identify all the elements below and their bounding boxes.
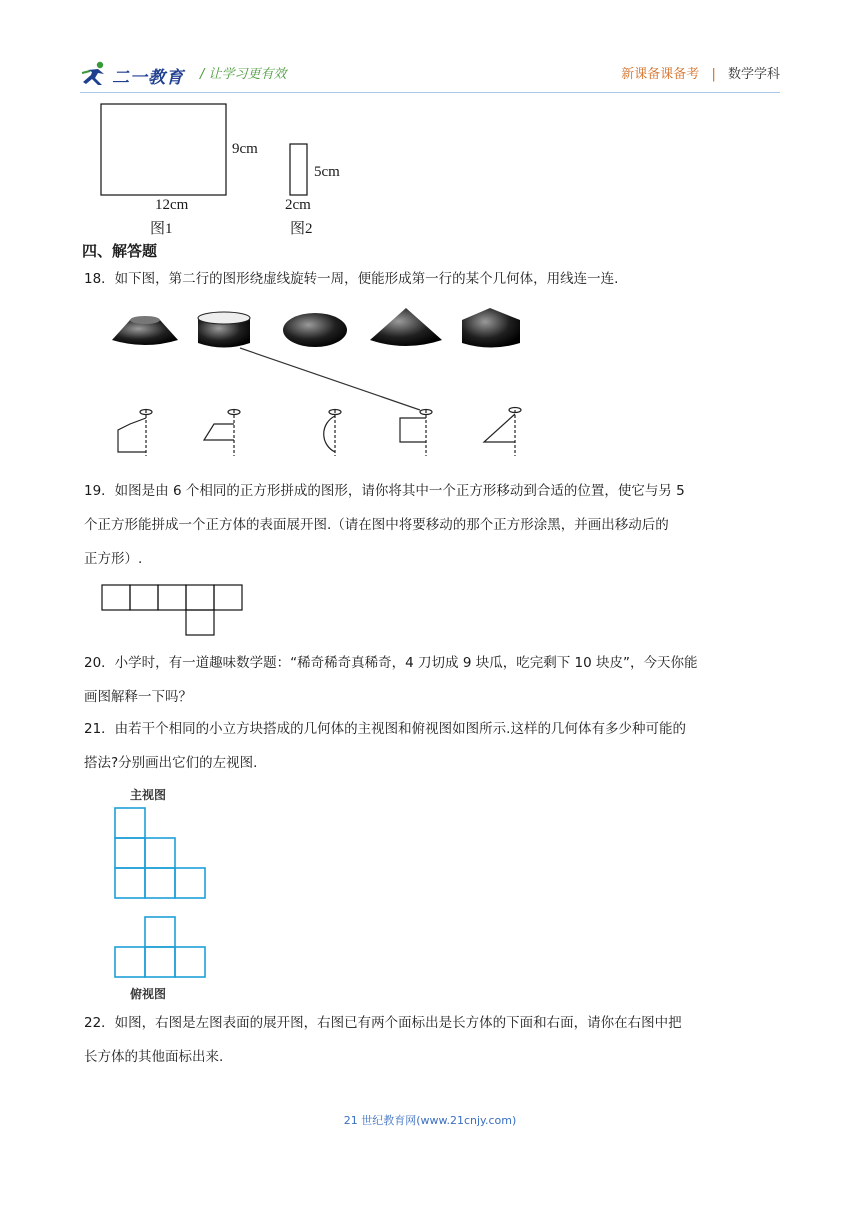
section-title: 四、解答题: [82, 242, 158, 260]
shape-2: [204, 410, 240, 457]
shape-5: [484, 408, 521, 457]
connecting-line: [240, 348, 420, 410]
q22-line2: 长方体的其他面标出来.: [84, 1049, 224, 1065]
q19-line2: 个正方形能拼成一个正方体的表面展开图.（请在图中将要移动的那个正方形涂黑，并画出移动后的: [84, 517, 669, 533]
cylinder-cone-solid: [462, 308, 520, 348]
cone-solid: [370, 308, 442, 346]
header-separator: |: [711, 67, 716, 82]
page-header: [80, 56, 780, 92]
q19-line3: 正方形）.: [84, 551, 143, 567]
fig2-width-label: 2cm: [285, 197, 311, 213]
shape-3: [324, 410, 341, 457]
header-tag: 新课备课备考: [621, 67, 700, 82]
net-square-6: [186, 610, 214, 635]
net-square-5: [214, 585, 242, 610]
top-view-grid: [115, 917, 205, 977]
shape-4: [400, 410, 432, 457]
net-square-4: [186, 585, 214, 610]
fig2-caption: 图2: [290, 221, 313, 237]
net-square-3: [158, 585, 186, 610]
header-right: [621, 63, 780, 82]
net-square-2: [130, 585, 158, 610]
shape-1: [118, 410, 152, 457]
frustum-solid: [112, 320, 178, 345]
front-view-label: 主视图: [130, 788, 167, 802]
fig1-rectangle: [101, 104, 226, 195]
fig2-rectangle: [290, 144, 307, 195]
q21-line1: 21．由若干个相同的小立方块搭成的几何体的主视图和俯视图如图所示.这样的几何体有多少种可能的: [84, 721, 686, 737]
top-view-label: 俯视图: [130, 987, 167, 1001]
fig1-height-label: 9cm: [232, 141, 258, 157]
fig2-height-label: 5cm: [314, 164, 340, 180]
logo-text: 二一教育: [112, 68, 184, 88]
q22-line1: 22．如图，右图是左图表面的展开图，右图已有两个面标出是长方体的下面和右面，请你在右图中把: [84, 1015, 682, 1031]
page-footer: 21 世纪教育网(www.21cnjy.com): [343, 1114, 517, 1127]
fig1-caption: 图1: [150, 221, 173, 237]
q19-line1: 19．如图是由 6 个相同的正方形拼成的图形，请你将其中一个正方形移动到合适的位置，使它与另 5: [84, 483, 685, 499]
slogan: / 让学习更有效: [200, 67, 287, 82]
q20-line2: 画图解释一下吗？: [84, 689, 192, 705]
front-view-grid: [115, 808, 205, 898]
runner-logo-icon: [80, 60, 110, 86]
net-square-1: [102, 585, 130, 610]
logo: [80, 60, 188, 86]
header-subject: 数学学科: [727, 67, 780, 82]
header-divider: [80, 92, 780, 93]
fig1-width-label: 12cm: [155, 197, 189, 213]
cylinder-solid: [198, 318, 250, 348]
sphere-solid: [283, 313, 347, 347]
q20-line1: 20．小学时，有一道趣味数学题：“稀奇稀奇真稀奇，4 刀切成 9 块瓜，吃完剩下 10 块皮”，今天你能: [84, 655, 698, 671]
q18-text: 18．如下图，第二行的图形绕虚线旋转一周，便能形成第一行的某个几何体，用线连一连.: [84, 271, 619, 287]
q21-line2: 搭法?分别画出它们的左视图.: [84, 755, 258, 771]
